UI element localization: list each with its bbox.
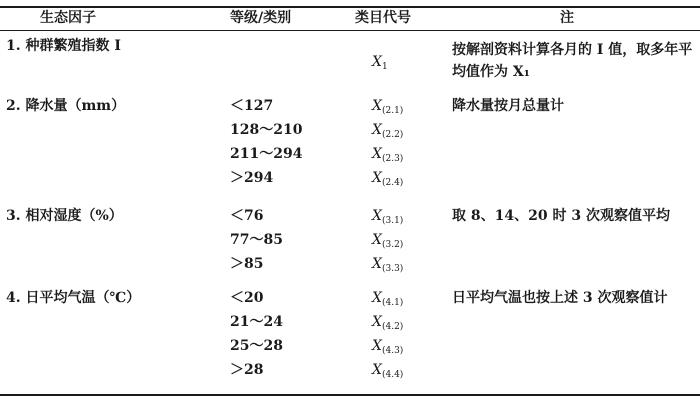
factor-4-grade-2: 21～24 (230, 314, 283, 330)
factor-2-code-1: $X_{(2.1)}$ (372, 98, 404, 116)
factor-1-note-line2: 均值作为 X₁ (452, 64, 530, 80)
factor-2-code-3: $X_{(2.3)}$ (372, 146, 404, 164)
factor-2-name: 2. 降水量（mm） (6, 98, 126, 114)
factor-1-code: $X_1$ (372, 54, 388, 72)
factor-4-grade-1: ＜20 (230, 290, 264, 306)
factor-4-code-1: $X_{(4.1)}$ (372, 290, 404, 308)
factor-2-grade-1: ＜127 (230, 98, 274, 114)
factor-4-code-4: $X_{(4.4)}$ (372, 362, 404, 380)
factor-3-grade-1: ＜76 (230, 208, 264, 224)
factor-3-grade-2: 77～85 (230, 232, 283, 248)
factor-4-code-3: $X_{(4.3)}$ (372, 338, 404, 356)
factor-4-note: 日平均气温也按上述 3 次观察值计 (452, 290, 668, 306)
factor-1-name: 1. 种群繁殖指数 I (6, 38, 121, 54)
factor-4-code-2: $X_{(4.2)}$ (372, 314, 404, 332)
factor-2-grade-3: 211～294 (230, 146, 303, 162)
factor-2-code-2: $X_{(2.2)}$ (372, 122, 404, 140)
factor-2-grade-2: 128～210 (230, 122, 303, 138)
factor-3-grade-3: ＞85 (230, 256, 264, 272)
header-code: 类目代号 (355, 10, 411, 26)
table-top-rule (0, 6, 700, 8)
factor-3-code-2: $X_{(3.2)}$ (372, 232, 404, 250)
factor-4-grade-4: ＞28 (230, 362, 264, 378)
factor-3-code-3: $X_{(3.3)}$ (372, 256, 404, 274)
factor-2-note: 降水量按月总量计 (452, 98, 564, 114)
header-grade: 等级/类别 (230, 10, 292, 26)
header-note: 注 (560, 10, 574, 26)
factor-2-grade-4: ＞294 (230, 170, 274, 186)
table-bottom-rule (0, 394, 700, 396)
factor-1-note-line1: 按解剖资料计算各月的 I 值，取多年平 (452, 42, 693, 58)
factor-3-note: 取 8、14、20 时 3 次观察值平均 (452, 208, 670, 224)
factor-4-name: 4. 日平均气温（℃） (6, 290, 141, 306)
factor-4-grade-3: 25～28 (230, 338, 283, 354)
factor-3-name: 3. 相对湿度（%） (6, 208, 123, 224)
table-header-rule (0, 30, 700, 31)
factor-3-code-1: $X_{(3.1)}$ (372, 208, 404, 226)
factor-2-code-4: $X_{(2.4)}$ (372, 170, 404, 188)
header-factor: 生态因子 (40, 10, 96, 26)
